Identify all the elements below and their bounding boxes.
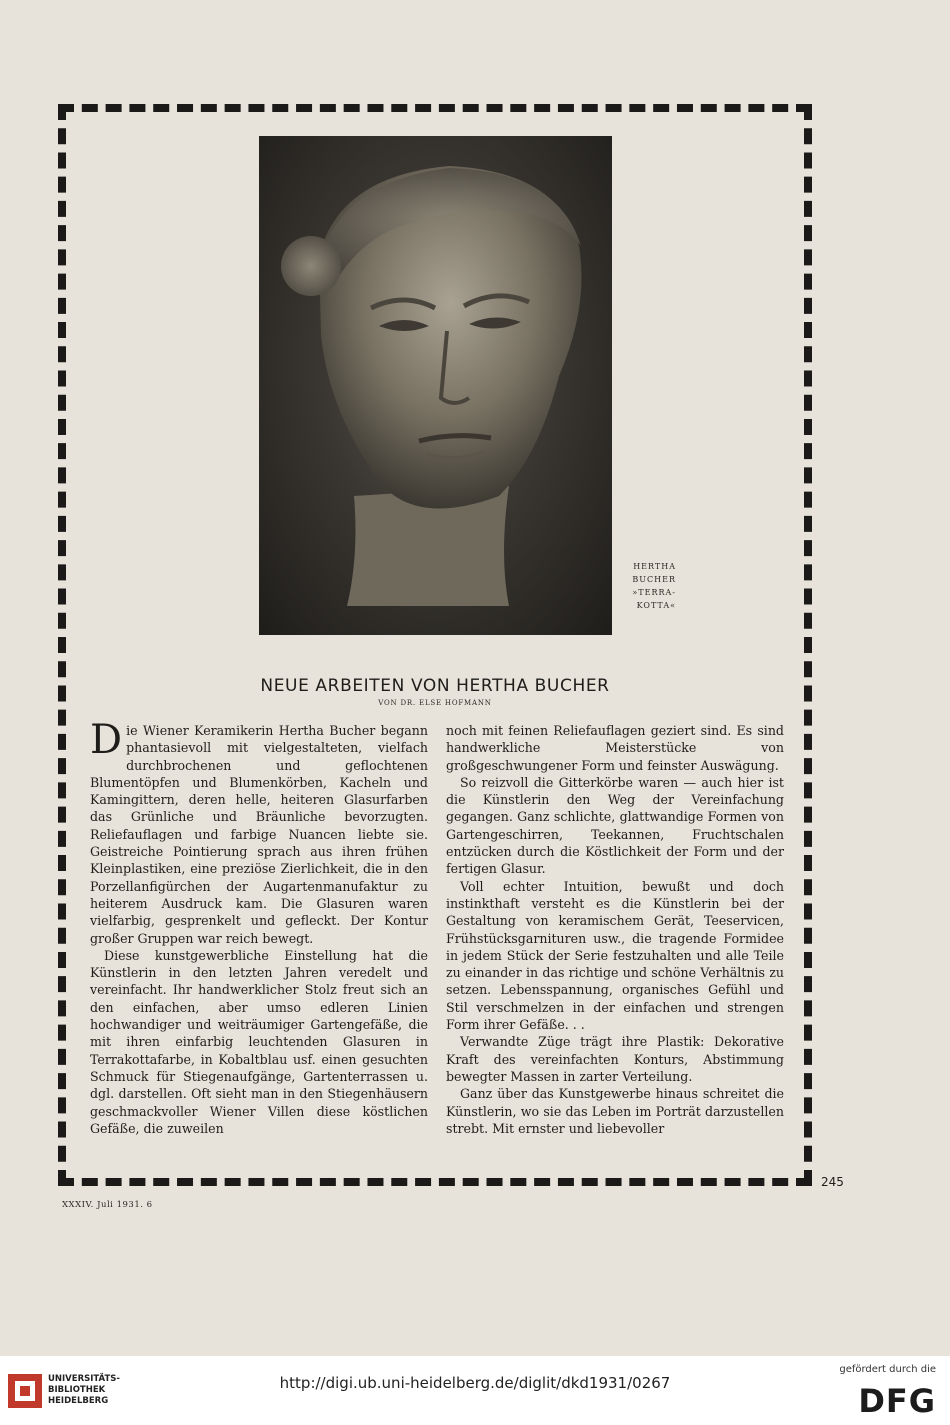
article-byline: VON DR. ELSE HOFMANN [378, 699, 492, 707]
funded-by-label: gefördert durch die [839, 1364, 936, 1375]
text-column-right [446, 722, 784, 1137]
paragraph-text: ie Wiener Keramikerin Hertha Bucher begann phantasievoll mit vielgestalteten, vielfach durchbrochenen und geflochtenen Blumentöpfen und Blumenkörben, Kacheln und Kamingittern, deren helle, heiteren Glasurfarben das Grünliche und Bräunliche bevorzugten. Reliefauflagen und farbige Nuancen liebte sie. Geistreiche Pointierung sprach aus ihren frühen Kleinplastiken, eine preziöse Zierlichkeit, die in den Porzellanfigürchen der Augartenmanufaktur zu heiterem Ausdruck kam. Die Glasuren waren vielfarbig, gesprenkelt und gefleckt. Der Kontur großer Gruppen war reich bewegt. [90, 723, 428, 946]
digitization-footer [0, 1356, 950, 1425]
caption-line: BUCHER [632, 575, 676, 584]
caption-line: »TERRA- [632, 588, 676, 597]
paragraph [90, 717, 428, 947]
paragraph: Diese kunstgewerbliche Einstellung hat die Künstlerin in den letzten Jahren veredelt und vereinfacht. Ihr handwerklicher Stolz freut sich an den einfachen, aber umso edleren Linien hochwandiger und weiträumiger Gartengefäße, die mit ihren einfarbig leuchtenden Glasuren in Terrakottafarbe, in Kobaltblau usf. einen gesuchten Schmuck für Stiegenaufgänge, Gartenterrassen u. dgl. darstellen. Oft sieht man in den Stiegenhäusern geschmackvoller Wiener Villen diese köstlichen Gefäße, die zuweilen [90, 947, 428, 1136]
library-name-line: HEIDELBERG [48, 1396, 109, 1406]
library-name-line: UNIVERSITÄTS- [48, 1374, 120, 1384]
article-title: NEUE ARBEITEN VON HERTHA BUCHER [260, 676, 610, 696]
dfg-logo: DFG [858, 1382, 936, 1420]
print-signature: XXXIV. Juli 1931. 6 [62, 1200, 153, 1210]
page-number: 245 [821, 1175, 844, 1189]
paragraph: Ganz über das Kunstgewerbe hinaus schreitet die Künstlerin, wo sie das Leben im Porträt darzustellen strebt. Mit ernster und liebevoller [446, 1086, 784, 1136]
text-column-left [90, 717, 428, 1137]
permalink-url[interactable]: http://digi.ub.uni-heidelberg.de/diglit/dkd1931/0267 [279, 1374, 671, 1392]
sculpture-photo [259, 136, 612, 635]
photo-caption [618, 560, 676, 612]
paragraph: noch mit feinen Reliefauflagen geziert sind. Es sind handwerkliche Meisterstücke von großgeschwungener Form und feinster Auswägung. [446, 723, 784, 773]
paragraph: Verwandte Züge trägt ihre Plastik: Dekorative Kraft des vereinfachten Konturs, Abstimmung bewegter Massen in zarter Verteilung. [446, 1034, 784, 1084]
paragraph: Voll echter Intuition, bewußt und doch instinkthaft versteht es die Künstlerin bei der Gestaltung von keramischem Gerät, Teeservicen, Frühstücksgarnituren usw., die tragende Formidee in jedem Stück der Serie festzuhalten und alle Teile zu einander in das richtige und schöne Verhältnis zu setzen. Lebensspannung, organisches Gefühl und Stil verschmelzen in der einfachen und strengen Form ihrer Gefäße. . . [446, 878, 784, 1033]
paragraph: So reizvoll die Gitterkörbe waren — auch hier ist die Künstlerin den Weg der Vereinfachung gegangen. Ganz schlichte, glattwandige Formen von Gartengeschirren, Teekannen, Fruchtschalen entzücken durch die Köstlichkeit der Form und der fertigen Glasur. [446, 774, 784, 877]
caption-line: KOTTA« [636, 601, 676, 610]
drop-cap: D [90, 717, 123, 763]
library-name-line: BIBLIOTHEK [48, 1385, 106, 1395]
caption-line: HERTHA [633, 562, 676, 571]
